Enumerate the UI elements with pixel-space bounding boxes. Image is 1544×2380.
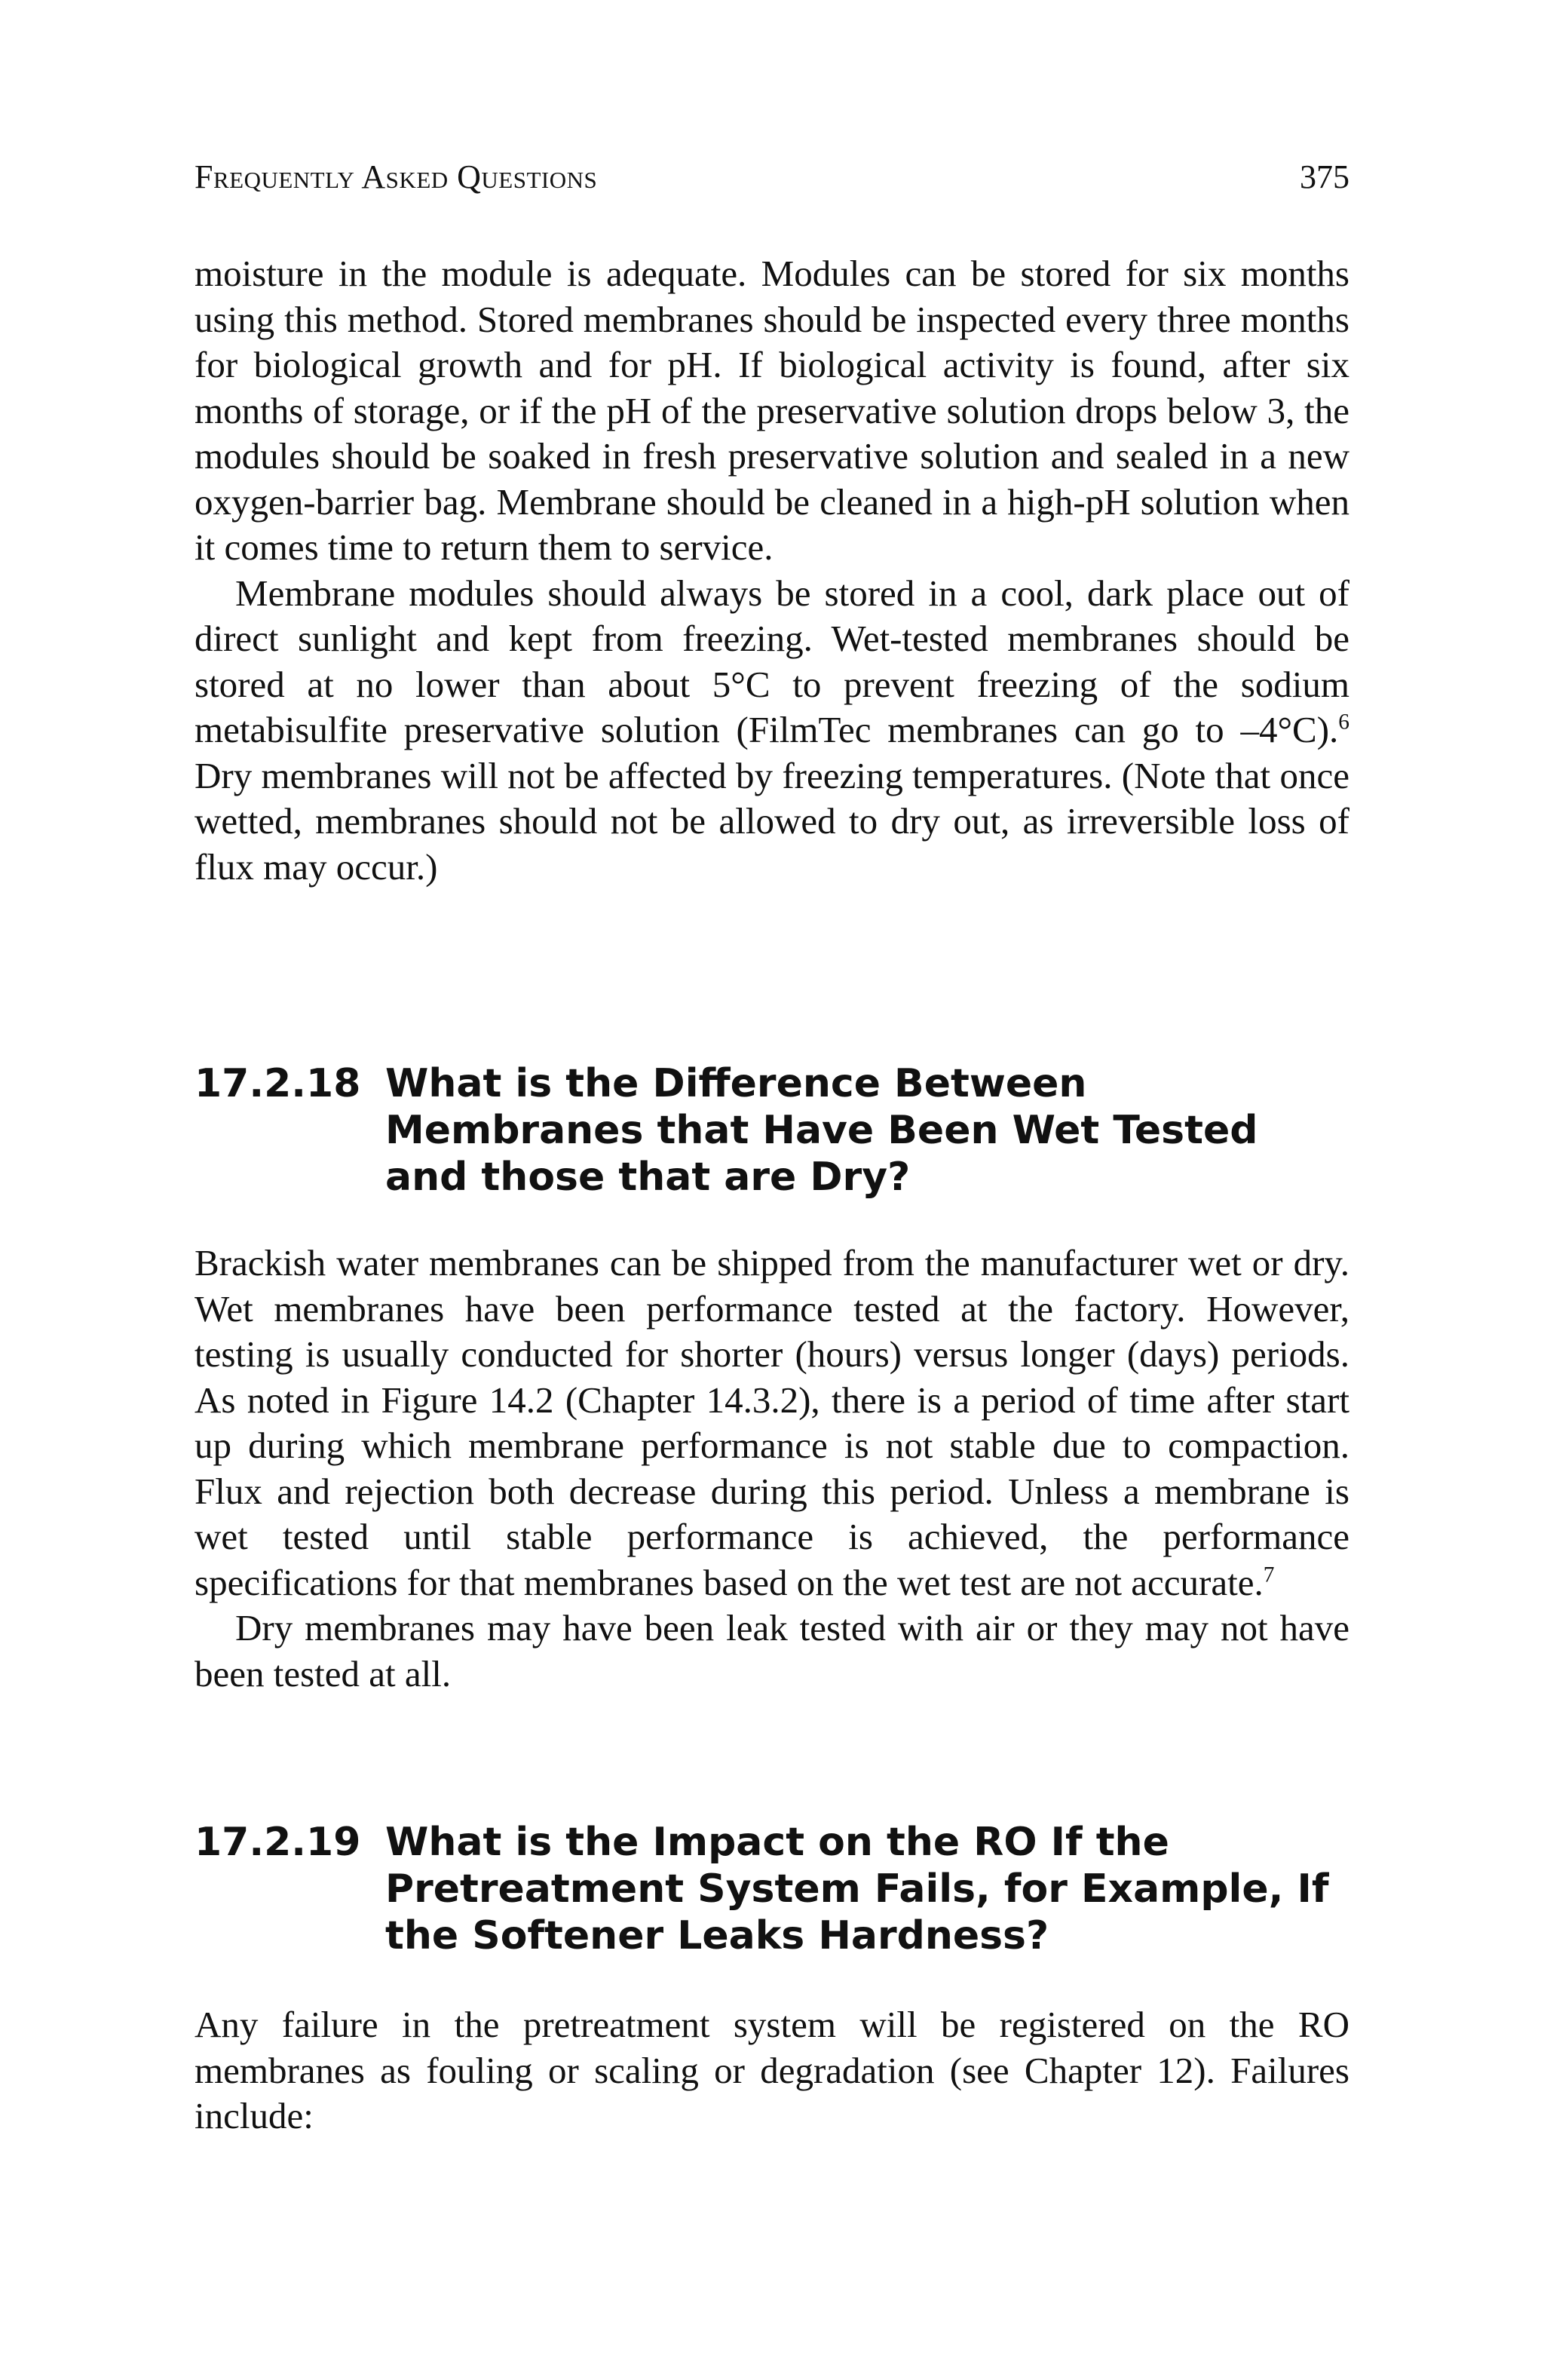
paragraph-wet-dry — [195, 1241, 1349, 1606]
paragraph-pretreatment-failures: Any failure in the pretreatment system will be registered on the RO membranes as fouling or scaling or degradation (see Chapter 12). Failures include: — [195, 2004, 1349, 2136]
page-number: 375 — [1300, 158, 1349, 195]
paragraph-storage — [195, 571, 1349, 891]
footnote-ref-7: 7 — [1263, 1563, 1275, 1587]
section-number: 17.2.18 — [195, 1061, 361, 1106]
footnote-ref-6: 6 — [1338, 710, 1349, 735]
paragraph-storage-text: Membrane modules should always be stored in a cool, dark place out of direct sunlight and kept from freezing. Wet-tested membranes should be stored at no lower than about 5°C to prevent freezing of the sodium metabisulfite preservative solution (FilmTec membranes can go to –4°C). — [195, 572, 1349, 750]
paragraph-continued: moisture in the module is adequate. Modules can be stored for six months using this method. Stored membranes should be inspected every three months for biological growth and for pH. If biological activity is found, after six months of storage, or if the pH of the preservative solution drops below 3, the modules should be soaked in fresh preservative solution and sealed in a new oxygen-barrier bag. Membrane should be cleaned in a high-pH solution when it comes time to return them to service. — [195, 253, 1349, 568]
section-number: 17.2.19 — [195, 1820, 361, 1865]
paragraph-storage-text-cont: Dry membranes will not be affected by freezing temperatures. (Note that once wetted, membranes should not be allowed to dry out, as irreversible loss of flux may occur.) — [195, 754, 1349, 888]
paragraph-wet-dry-text: Brackish water membranes can be shipped from the manufacturer wet or dry. Wet membranes have been performance tested at the factory. However, testing is usually conducted for shorter (hours) versus longer (days) periods. As noted in Figure 14.2 (Chapter 14.3.2), there is a period of time after start up during which membrane performance is not stable due to compaction. Flux and rejection both decrease during this period. Unless a membrane is wet tested until stable performance is achieved, the performance specifications for that membranes based on the wet test are not accurate. — [195, 1242, 1349, 1603]
section-body-17-2-18 — [195, 1241, 1349, 1697]
running-head-title: Frequently Asked Questions — [195, 158, 598, 195]
paragraph-dry-membranes: Dry membranes may have been leak tested with air or they may not have been tested at all. — [195, 1607, 1349, 1695]
section-body-17-2-19 — [195, 2002, 1349, 2139]
section-title: What is the Difference Between Membranes that Have Been Wet Tested and those that are Dry? — [385, 1061, 1258, 1200]
text-block-top — [195, 251, 1349, 890]
section-title: What is the Impact on the RO If the Pretreatment System Fails, for Example, If the Softener Leaks Hardness? — [385, 1820, 1329, 1958]
running-head — [195, 155, 1349, 200]
